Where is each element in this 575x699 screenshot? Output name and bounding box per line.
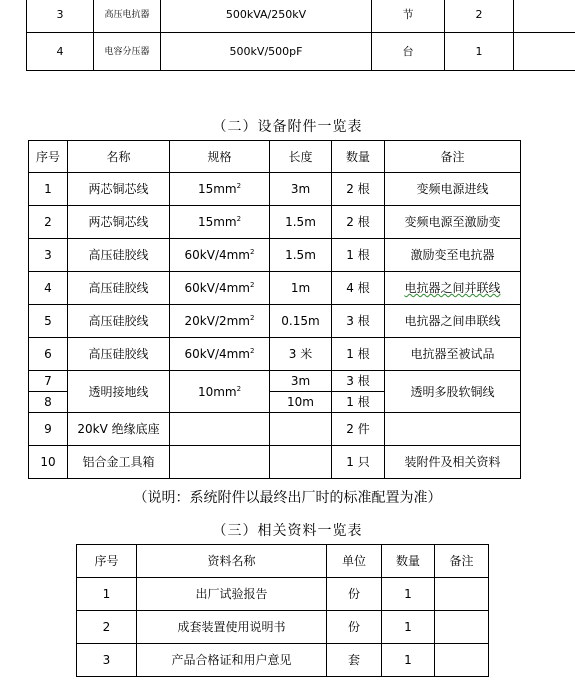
row-note: 变频电源至激励变 xyxy=(385,206,521,239)
table-row xyxy=(77,644,489,677)
row-note: 透明多股软铜线 xyxy=(385,371,521,413)
row-no: 4 xyxy=(29,272,68,305)
row-name: 高压硅胶线 xyxy=(68,239,170,272)
table-header-row xyxy=(77,545,489,578)
row-no: 2 xyxy=(29,206,68,239)
row-length: 10m xyxy=(270,392,332,413)
spec-text: 20kV/2mm xyxy=(184,314,250,328)
spec-superscript: 2 xyxy=(250,314,255,322)
table-row xyxy=(29,446,521,479)
row-spec xyxy=(170,206,270,239)
row-no: 4 xyxy=(27,33,94,71)
row-qty: 1 根 xyxy=(332,392,385,413)
row-name: 成套装置使用说明书 xyxy=(137,611,327,644)
row-qty: 1 只 xyxy=(332,446,385,479)
spec-text: 15mm xyxy=(197,215,237,229)
row-no: 1 xyxy=(77,578,137,611)
row-note xyxy=(385,413,521,446)
row-name: 透明接地线 xyxy=(68,371,170,413)
row-qty: 1 xyxy=(445,33,514,71)
row-spec: 500kVA/250kV xyxy=(161,0,372,33)
header-qty: 数量 xyxy=(382,545,435,578)
header-note: 备注 xyxy=(385,141,521,173)
row-length: 1.5m xyxy=(270,239,332,272)
row-qty: 2 xyxy=(445,0,514,33)
row-note xyxy=(435,644,489,677)
row-no: 6 xyxy=(29,338,68,371)
spec-text: 60kV/4mm xyxy=(184,248,250,262)
row-note xyxy=(514,33,575,71)
row-unit: 份 xyxy=(327,578,382,611)
row-unit: 套 xyxy=(327,644,382,677)
row-no: 5 xyxy=(29,305,68,338)
row-length: 3m xyxy=(270,371,332,392)
header-no: 序号 xyxy=(29,141,68,173)
row-name: 铝合金工具箱 xyxy=(68,446,170,479)
table-row xyxy=(27,33,575,71)
row-no: 3 xyxy=(77,644,137,677)
spec-text: 15mm xyxy=(197,182,237,196)
row-unit: 台 xyxy=(372,33,445,71)
row-length xyxy=(270,413,332,446)
table-row xyxy=(27,0,575,33)
table-row xyxy=(29,206,521,239)
accessories-note: （说明：系统附件以最终出厂时的标准配置为准） xyxy=(133,490,442,506)
row-name: 两芯铜芯线 xyxy=(68,173,170,206)
header-no: 序号 xyxy=(77,545,137,578)
row-name: 两芯铜芯线 xyxy=(68,206,170,239)
row-unit: 节 xyxy=(372,0,445,33)
row-qty: 3 根 xyxy=(332,305,385,338)
row-length: 1.5m xyxy=(270,206,332,239)
row-spec xyxy=(170,173,270,206)
row-spec: 500kV/500pF xyxy=(161,33,372,71)
equipment-table xyxy=(26,0,575,71)
row-qty: 1 xyxy=(382,578,435,611)
header-unit: 单位 xyxy=(327,545,382,578)
row-no: 8 xyxy=(29,392,68,413)
row-no: 3 xyxy=(29,239,68,272)
spec-text: 10mm xyxy=(197,384,237,399)
header-spec: 规格 xyxy=(170,141,270,173)
row-name: 高压硅胶线 xyxy=(68,272,170,305)
spec-text: 60kV/4mm xyxy=(184,281,250,295)
row-note: 电抗器至被试品 xyxy=(385,338,521,371)
row-qty: 1 根 xyxy=(332,239,385,272)
spec-text: 60kV/4mm xyxy=(184,347,250,361)
row-qty: 2 根 xyxy=(332,206,385,239)
row-length: 0.15m xyxy=(270,305,332,338)
row-name: 高压硅胶线 xyxy=(68,305,170,338)
header-qty: 数量 xyxy=(332,141,385,173)
row-note xyxy=(514,0,575,33)
row-name: 高压硅胶线 xyxy=(68,338,170,371)
row-qty: 2 件 xyxy=(332,413,385,446)
row-qty: 4 根 xyxy=(332,272,385,305)
row-spec xyxy=(170,305,270,338)
spec-superscript: 2 xyxy=(250,248,255,256)
table-row xyxy=(29,371,521,392)
table-row xyxy=(77,578,489,611)
table-row xyxy=(29,272,521,305)
spec-superscript: 2 xyxy=(236,215,242,223)
row-note: 装附件及相关资料 xyxy=(385,446,521,479)
row-qty: 1 xyxy=(382,611,435,644)
row-note: 激励变至电抗器 xyxy=(385,239,521,272)
row-spec xyxy=(170,272,270,305)
spec-superscript: 2 xyxy=(250,281,255,289)
row-qty: 1 xyxy=(382,644,435,677)
row-qty: 2 根 xyxy=(332,173,385,206)
spec-superscript: 2 xyxy=(236,182,242,190)
row-qty: 3 根 xyxy=(332,371,385,392)
row-spec xyxy=(170,371,270,413)
row-qty: 1 根 xyxy=(332,338,385,371)
row-no: 9 xyxy=(29,413,68,446)
spec-superscript: 2 xyxy=(236,384,242,393)
row-name: 高压电抗器 xyxy=(94,0,161,33)
row-spec xyxy=(170,239,270,272)
row-no: 10 xyxy=(29,446,68,479)
row-name: 出厂试验报告 xyxy=(137,578,327,611)
row-note xyxy=(435,611,489,644)
documents-table xyxy=(76,544,489,677)
note-text: 电抗器之间并联线 xyxy=(404,281,501,295)
row-unit: 份 xyxy=(327,611,382,644)
spec-superscript: 2 xyxy=(250,347,255,355)
row-name: 20kV 绝缘底座 xyxy=(68,413,170,446)
table-row xyxy=(29,413,521,446)
table-row xyxy=(29,173,521,206)
row-length: 3m xyxy=(270,173,332,206)
row-length xyxy=(270,446,332,479)
row-no: 7 xyxy=(29,371,68,392)
row-no: 2 xyxy=(77,611,137,644)
header-length: 长度 xyxy=(270,141,332,173)
row-spec xyxy=(170,338,270,371)
row-no: 3 xyxy=(27,0,94,33)
table-row xyxy=(29,305,521,338)
row-note xyxy=(385,272,521,305)
section-title-accessories: （二）设备附件一览表 xyxy=(212,119,363,135)
header-name: 资料名称 xyxy=(137,545,327,578)
table-header-row xyxy=(29,141,521,173)
row-name: 电容分压器 xyxy=(94,33,161,71)
table-row xyxy=(77,611,489,644)
accessories-table xyxy=(28,140,521,479)
row-spec xyxy=(170,446,270,479)
header-note: 备注 xyxy=(435,545,489,578)
row-name: 产品合格证和用户意见 xyxy=(137,644,327,677)
row-length: 1m xyxy=(270,272,332,305)
table-row xyxy=(29,239,521,272)
header-name: 名称 xyxy=(68,141,170,173)
row-note: 电抗器之间串联线 xyxy=(385,305,521,338)
row-spec xyxy=(170,413,270,446)
row-no: 1 xyxy=(29,173,68,206)
row-note: 变频电源进线 xyxy=(385,173,521,206)
row-note xyxy=(435,578,489,611)
table-row xyxy=(29,338,521,371)
row-length: 3 米 xyxy=(270,338,332,371)
section-title-documents: （三）相关资料一览表 xyxy=(212,523,363,539)
